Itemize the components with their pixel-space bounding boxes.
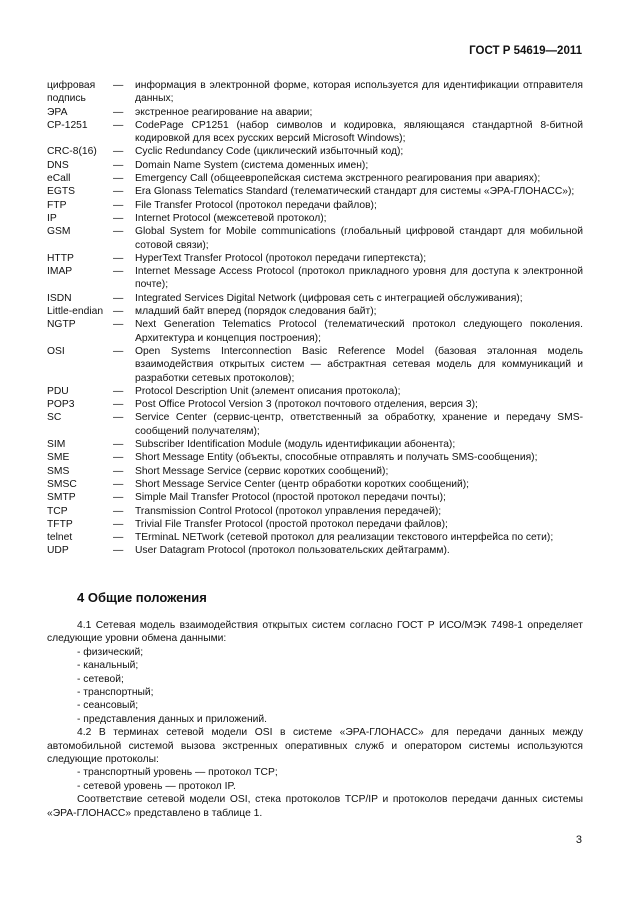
abbreviation-row	[47, 172, 583, 185]
abbreviation-term: SME	[47, 452, 70, 464]
abbreviation-dash: —	[113, 399, 124, 411]
abbreviation-term: ЭРА	[47, 106, 68, 118]
section-title: 4 Общие положения	[77, 590, 207, 605]
abbreviation-term: ISDN	[47, 292, 72, 304]
list-item: - транспортный уровень — протокол TCP;	[77, 767, 278, 779]
list-item: - сетевой;	[77, 673, 124, 685]
abbreviation-definition: информация в электронной форме, которая используется для идентификации отправителя данных;	[135, 80, 583, 105]
abbreviation-row	[47, 79, 583, 106]
abbreviation-row	[47, 185, 583, 198]
abbreviation-dash: —	[113, 212, 124, 224]
abbreviation-definition: Transmission Control Protocol (протокол управления передачей);	[135, 505, 442, 517]
abbreviation-row	[47, 491, 583, 504]
abbreviation-dash: —	[113, 146, 124, 158]
abbreviation-row	[47, 145, 583, 158]
abbreviation-dash: —	[113, 292, 124, 304]
abbreviation-definition: Short Message Entity (объекты, способные отправлять и получать SMS-сообщения);	[135, 452, 538, 464]
abbreviation-row	[47, 438, 583, 451]
abbreviation-dash: —	[113, 106, 124, 118]
abbreviation-definition: Trivial File Transfer Protocol (простой протокол передачи файлов);	[135, 518, 448, 530]
abbreviation-definition: Cyclic Redundancy Code (циклический избыточный код);	[135, 146, 404, 158]
abbreviation-term: CRC-8(16)	[47, 146, 97, 158]
abbreviation-definition: Post Office Protocol Version 3 (протокол почтового отделения, версия 3);	[135, 399, 478, 411]
abbreviation-term: OSI	[47, 345, 65, 357]
abbreviation-term: Little-endian	[47, 306, 104, 318]
list-item: - канальный;	[77, 660, 139, 672]
section-body	[47, 619, 583, 820]
abbreviation-dash: —	[113, 545, 124, 557]
abbreviation-list	[47, 79, 583, 558]
abbreviation-row	[47, 544, 583, 557]
abbreviation-dash: —	[113, 412, 124, 424]
abbreviation-term: SMSC	[47, 478, 77, 490]
abbreviation-dash: —	[113, 159, 124, 171]
abbreviation-dash: —	[113, 532, 124, 544]
abbreviation-definition: Global System for Mobile communications (глобальный цифровой стандарт для мобильной сотовой связи);	[135, 226, 583, 251]
abbreviation-dash: —	[113, 478, 124, 490]
abbreviation-definition: Short Message Service Center (центр обработки коротких сообщений);	[135, 478, 470, 490]
abbreviation-definition: HyperText Transfer Protocol (протокол передачи гипертекста);	[135, 252, 427, 264]
abbreviation-term: GSM	[47, 226, 71, 238]
abbreviation-definition: CodePage CP1251 (набор символов и кодировка, являющаяся стандартной 8-битной кодировкой для всех русских версий Microsoft Windows);	[135, 119, 583, 145]
abbreviation-definition: Simple Mail Transfer Protocol (простой протокол передачи почты);	[135, 492, 446, 504]
abbreviation-definition: Internet Protocol (межсетевой протокол);	[135, 212, 327, 224]
abbreviation-term: CP-1251	[47, 119, 88, 131]
abbreviation-row	[47, 292, 583, 305]
abbreviation-term: IMAP	[47, 266, 73, 278]
abbreviation-definition: TErminaL NETwork (сетевой протокол для реализации текстового интерфейса по сети);	[135, 532, 554, 544]
abbreviation-term: FTP	[47, 199, 67, 211]
abbreviation-term: POP3	[47, 399, 75, 411]
abbreviation-row	[47, 451, 583, 464]
abbreviation-term: telnet	[47, 532, 73, 544]
abbreviation-definition: Short Message Service (сервис коротких сообщений);	[135, 465, 389, 477]
abbreviation-definition: Internet Message Access Protocol (протокол прикладного уровня для доступа к электронной почте);	[135, 266, 583, 291]
paragraph-4-1: 4.1 Сетевая модель взаимодействия открытых систем согласно ГОСТ Р ИСО/МЭК 7498-1 определяет следующие уровни обмена данными:	[47, 620, 583, 645]
protocols-list	[47, 766, 583, 793]
abbreviation-definition: File Transfer Protocol (протокол передачи файлов);	[135, 199, 377, 211]
abbreviation-term: DNS	[47, 159, 69, 171]
document-header: ГОСТ Р 54619—2011	[469, 45, 582, 57]
abbreviation-row	[47, 265, 583, 292]
abbreviation-row	[47, 159, 583, 172]
abbreviation-dash: —	[113, 452, 124, 464]
abbreviation-definition: Domain Name System (система доменных имен);	[135, 159, 369, 171]
abbreviation-dash: —	[113, 518, 124, 530]
abbreviation-definition: Service Center (сервис-центр, ответственный за обработку, хранение и передачу SMS-сообщений получателям);	[135, 412, 583, 437]
abbreviation-dash: —	[113, 80, 124, 91]
abbreviation-dash: —	[113, 319, 124, 331]
abbreviation-definition: экстренное реагирование на аварии;	[135, 106, 313, 118]
abbreviation-dash: —	[113, 173, 124, 185]
list-item: - сетевой уровень — протокол IP.	[77, 780, 236, 792]
abbreviation-row	[47, 345, 583, 385]
paragraph-final: Соответствие сетевой модели OSI, стека протоколов TCP/IP и протоколов передачи данных системы «ЭРА-ГЛОНАСС» представлено в таблице 1.	[47, 794, 583, 819]
abbreviation-definition: Next Generation Telematics Protocol (телематический протокол следующего поколения. Архитектура и концепция построения);	[135, 319, 583, 344]
abbreviation-row	[47, 465, 583, 478]
abbreviation-term: UDP	[47, 545, 69, 557]
abbreviation-dash: —	[113, 505, 124, 517]
abbreviation-dash: —	[113, 439, 124, 451]
abbreviation-row	[47, 478, 583, 491]
abbreviation-row	[47, 305, 583, 318]
abbreviation-dash: —	[113, 266, 124, 278]
abbreviation-term: цифровая подпись	[47, 80, 96, 105]
abbreviation-definition: Subscriber Identification Module (модуль идентификации абонента);	[135, 439, 456, 451]
abbreviation-row	[47, 518, 583, 531]
abbreviation-term: SMTP	[47, 492, 76, 504]
paragraph-4-2: 4.2 В терминах сетевой модели OSI в системе «ЭРА-ГЛОНАСС» для передачи данных между автомобильной системой вызова экстренных оперативных служб и оператором системы используются следующие протоколы:	[47, 727, 583, 766]
abbreviation-term: PDU	[47, 385, 69, 397]
abbreviation-term: IP	[47, 212, 57, 224]
page-number: 3	[575, 834, 582, 846]
abbreviation-term: SIM	[47, 439, 66, 451]
list-item: - физический;	[77, 646, 144, 658]
abbreviation-row	[47, 505, 583, 518]
abbreviation-row	[47, 398, 583, 411]
abbreviation-definition: Emergency Call (общеевропейская система экстренного реагирования при авариях);	[135, 173, 541, 185]
abbreviation-definition: Protocol Description Unit (элемент описания протокола);	[135, 385, 401, 397]
abbreviation-row	[47, 225, 583, 252]
abbreviation-definition: User Datagram Protocol (протокол пользовательских дейтаграмм).	[135, 545, 450, 557]
abbreviation-dash: —	[113, 199, 124, 211]
abbreviation-dash: —	[113, 306, 124, 318]
abbreviation-row	[47, 411, 583, 438]
list-item: - транспортный;	[77, 687, 154, 699]
abbreviation-term: SC	[47, 412, 62, 424]
abbreviation-dash: —	[113, 465, 124, 477]
abbreviation-term: HTTP	[47, 252, 74, 264]
list-item: - представления данных и приложений.	[77, 713, 268, 725]
abbreviation-row	[47, 199, 583, 212]
abbreviation-definition: младший байт вперед (порядок следования байт);	[135, 306, 377, 318]
osi-levels-list	[47, 646, 583, 726]
abbreviation-row	[47, 531, 583, 544]
list-item: - сеансовый;	[77, 700, 139, 712]
abbreviation-definition: Open Systems Interconnection Basic Reference Model (базовая эталонная модель взаимодействия открытых систем — абстрактная сетевая модель для коммуникаций и разработки сетевых протоколов);	[135, 345, 583, 384]
abbreviation-dash: —	[113, 119, 124, 131]
abbreviation-definition: Integrated Services Digital Network (цифровая сеть с интеграцией обслуживания);	[135, 292, 523, 304]
abbreviation-dash: —	[113, 252, 124, 264]
abbreviation-row	[47, 252, 583, 265]
abbreviation-term: NGTP	[47, 319, 76, 331]
abbreviation-term: EGTS	[47, 186, 76, 198]
abbreviation-term: TCP	[47, 505, 68, 517]
abbreviation-definition: Era Glonass Telematics Standard (телематический стандарт для системы «ЭРА-ГЛОНАСС»);	[135, 186, 575, 198]
abbreviation-term: SMS	[47, 465, 70, 477]
abbreviation-dash: —	[113, 492, 124, 504]
abbreviation-term: TFTP	[47, 518, 73, 530]
abbreviation-dash: —	[113, 385, 124, 397]
abbreviation-dash: —	[113, 226, 124, 238]
abbreviation-row	[47, 106, 583, 119]
abbreviation-dash: —	[113, 186, 124, 198]
abbreviation-row	[47, 318, 583, 345]
abbreviation-dash: —	[113, 345, 124, 357]
abbreviation-row	[47, 385, 583, 398]
abbreviation-row	[47, 212, 583, 225]
abbreviation-term: eCall	[47, 173, 71, 185]
abbreviation-row	[47, 119, 583, 146]
